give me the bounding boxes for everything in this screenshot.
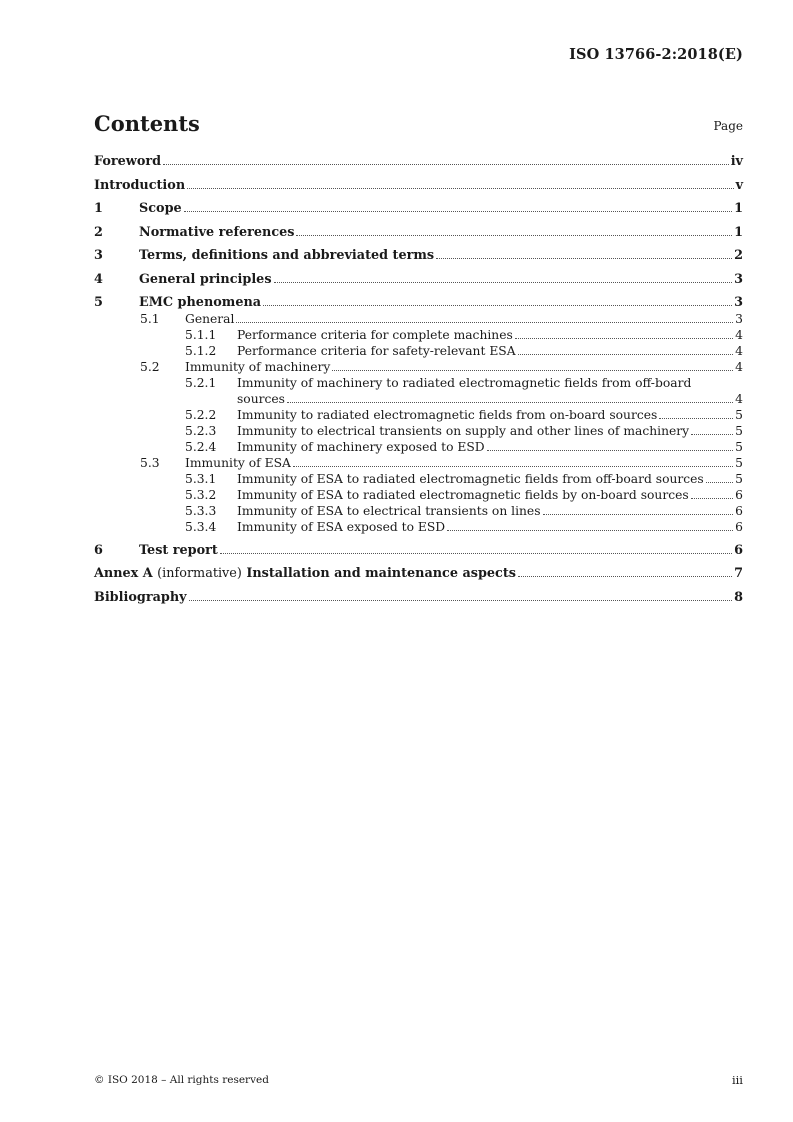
toc-number: 5: [94, 295, 103, 310]
toc-title: Immunity of machinery: [185, 360, 331, 374]
dot-leader: [274, 281, 733, 283]
dot-leader: [236, 321, 733, 323]
dot-leader: [447, 529, 733, 531]
toc-entry-5-2-1-continued[interactable]: [94, 391, 743, 407]
toc-entry-5-1[interactable]: [94, 311, 743, 327]
toc-page: 4: [735, 344, 743, 358]
toc-title: Immunity of machinery exposed to ESD: [237, 440, 485, 454]
toc-page: iv: [730, 154, 743, 169]
toc-title-continued: sources: [237, 392, 285, 406]
toc-page: 5: [735, 424, 743, 438]
toc-title: Immunity to electrical transients on supply and other lines of machinery: [237, 424, 690, 438]
toc-title: Terms, definitions and abbreviated terms: [139, 248, 435, 263]
toc-page: 3: [734, 271, 743, 287]
toc-entry-5-2-2[interactable]: [94, 407, 743, 423]
annex-label: Annex A: [94, 566, 153, 581]
toc-entry-5-3[interactable]: [94, 455, 743, 471]
toc-number: 5.1: [140, 312, 160, 326]
dot-leader: [263, 304, 732, 306]
toc-title: Immunity of ESA to electrical transients on lines: [237, 504, 541, 518]
toc-title: Immunity of ESA exposed to ESD: [237, 520, 446, 534]
page-column-label: Page: [713, 119, 743, 133]
toc-entry-5[interactable]: [94, 295, 743, 311]
toc-title: General principles: [139, 271, 272, 287]
document-id: ISO 13766-2:2018(E): [569, 46, 743, 63]
toc-number: 1: [94, 201, 103, 216]
toc-page: 6: [735, 520, 743, 534]
toc-entry-4[interactable]: [94, 272, 743, 288]
toc-entry-annex-a[interactable]: [94, 566, 743, 582]
toc-entry-3[interactable]: [94, 248, 743, 264]
toc-number: 5.2.4: [185, 440, 217, 454]
annex-note: (informative): [157, 566, 242, 581]
toc-page: 4: [735, 328, 743, 342]
toc-page: 7: [734, 566, 743, 581]
toc-number: 5.3: [140, 456, 160, 470]
toc-page: 5: [735, 456, 743, 470]
dot-leader: [706, 481, 733, 483]
toc-entry-5-1-1[interactable]: [94, 327, 743, 343]
toc-number: 5.1.1: [185, 328, 217, 342]
toc-number: 6: [94, 542, 103, 558]
toc-page: 1: [734, 224, 743, 240]
toc-number: 5.2.2: [185, 408, 217, 422]
toc-title: Introduction: [94, 177, 186, 193]
toc-number: 5.3.4: [185, 520, 217, 534]
toc-number: 5.2: [140, 360, 160, 374]
table-of-contents: [94, 154, 743, 606]
toc-number: 4: [94, 271, 103, 287]
dot-leader: [515, 337, 733, 339]
toc-entry-5-2-4[interactable]: [94, 439, 743, 455]
dot-leader: [518, 353, 734, 355]
dot-leader: [487, 449, 734, 451]
toc-entry-5-2[interactable]: [94, 359, 743, 375]
dot-leader: [296, 234, 732, 236]
toc-page: v: [735, 177, 743, 193]
toc-page: 6: [735, 488, 743, 502]
toc-title: Bibliography: [94, 589, 187, 605]
toc-number: 5.2.3: [185, 424, 217, 438]
toc-entry-1[interactable]: [94, 201, 743, 217]
dot-leader: [691, 433, 733, 435]
toc-entry-5-2-3[interactable]: [94, 423, 743, 439]
toc-page: 8: [734, 589, 743, 605]
toc-title: General: [185, 312, 235, 326]
dot-leader: [543, 513, 734, 515]
toc-entry-5-3-4[interactable]: [94, 519, 743, 535]
toc-title: Immunity of machinery to radiated electromagnetic fields from off-board: [237, 376, 692, 390]
copyright-notice: © ISO 2018 – All rights reserved: [94, 1074, 269, 1086]
toc-number: 3: [94, 248, 103, 263]
toc-title: Performance criteria for safety-relevant ESA: [237, 344, 516, 358]
toc-title: Performance criteria for complete machines: [237, 328, 513, 342]
toc-page: 3: [734, 295, 743, 310]
toc-entry-2[interactable]: [94, 225, 743, 241]
dot-leader: [287, 401, 733, 403]
toc-number: 2: [94, 224, 103, 240]
toc-page: 4: [735, 360, 743, 374]
dot-leader: [163, 163, 729, 165]
dot-leader: [187, 187, 733, 189]
dot-leader: [184, 210, 732, 212]
contents-heading: Contents: [94, 111, 200, 136]
toc-number: 5.3.2: [185, 488, 217, 502]
toc-entry-6[interactable]: [94, 543, 743, 559]
toc-title: Test report: [139, 542, 218, 558]
dot-leader: [220, 552, 732, 554]
toc-entry-5-3-2[interactable]: [94, 487, 743, 503]
toc-title: Foreword: [94, 154, 162, 169]
toc-title: Immunity of ESA: [185, 456, 291, 470]
toc-entry-bibliography[interactable]: [94, 590, 743, 606]
toc-entry-5-3-3[interactable]: [94, 503, 743, 519]
dot-leader: [293, 465, 733, 467]
toc-page: 1: [734, 201, 743, 216]
toc-page: 6: [735, 504, 743, 518]
dot-leader: [691, 497, 733, 499]
toc-number: 5.1.2: [185, 344, 217, 358]
annex-title: Installation and maintenance aspects: [246, 566, 516, 581]
toc-title: Normative references: [139, 224, 295, 240]
page-number: iii: [731, 1073, 743, 1087]
toc-entry-5-2-1[interactable]: [94, 375, 743, 391]
toc-entry-5-1-2[interactable]: [94, 343, 743, 359]
toc-page: 4: [735, 392, 743, 406]
toc-title: Immunity of ESA to radiated electromagnetic fields from off-board sources: [237, 472, 704, 486]
dot-leader: [659, 417, 733, 419]
dot-leader: [518, 575, 732, 577]
toc-title: Immunity to radiated electromagnetic fields from on-board sources: [237, 408, 658, 422]
toc-number: 5.2.1: [185, 376, 217, 390]
toc-page: 3: [735, 312, 743, 326]
toc-entry-foreword[interactable]: [94, 154, 743, 170]
toc-number: 5.3.1: [185, 472, 217, 486]
toc-page: 6: [734, 542, 743, 558]
dot-leader: [332, 369, 733, 371]
toc-title: EMC phenomena: [139, 295, 262, 310]
toc-page: 5: [735, 440, 743, 454]
toc-entry-introduction[interactable]: [94, 178, 743, 194]
toc-number: 5.3.3: [185, 504, 217, 518]
toc-title: [94, 566, 516, 582]
toc-page: 5: [735, 472, 743, 486]
toc-page: 2: [734, 248, 743, 263]
toc-page: 5: [735, 408, 743, 422]
dot-leader: [189, 599, 733, 601]
toc-title: Immunity of ESA to radiated electromagnetic fields by on-board sources: [237, 488, 689, 502]
dot-leader: [436, 257, 732, 259]
toc-entry-5-3-1[interactable]: [94, 471, 743, 487]
toc-title: Scope: [139, 201, 182, 216]
